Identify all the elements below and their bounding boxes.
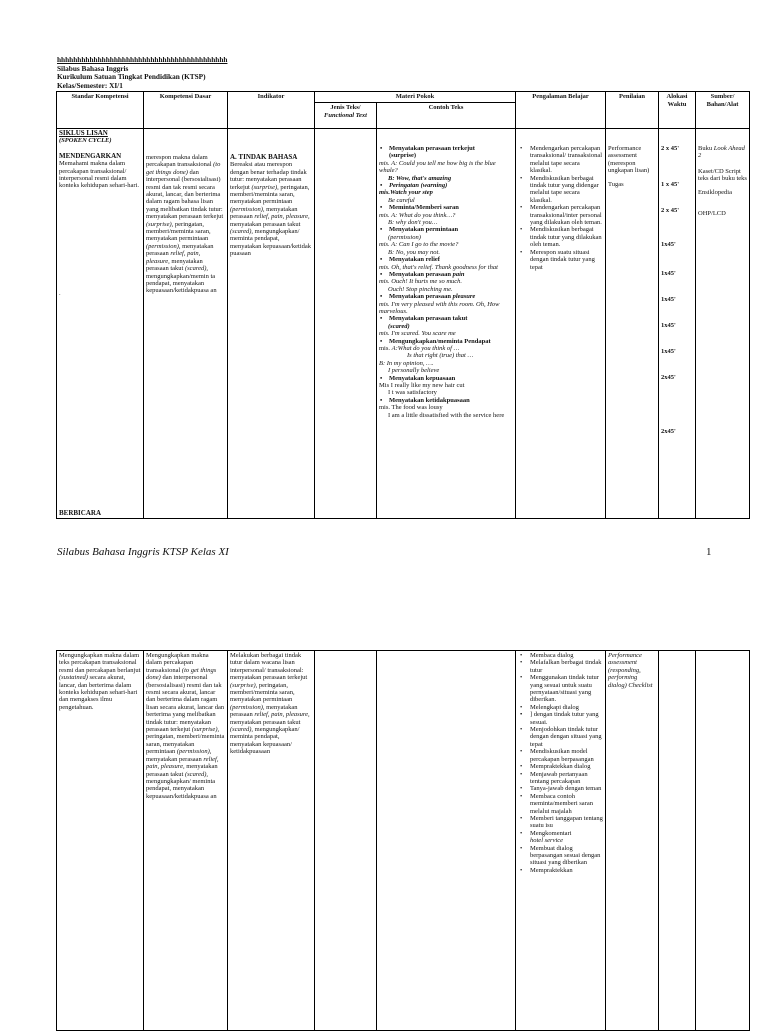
- sumber-part: Buku: [698, 145, 713, 152]
- contoh-heading: [379, 145, 513, 160]
- alokasi-item: 2x45': [661, 374, 676, 381]
- sumber-part: Look Ahead 2: [698, 145, 745, 160]
- contoh-heading-text: Menyatakan perasaan terkejut: [389, 145, 475, 152]
- list-item: • Membuat dialog berpasangan sesuai dengan situasi yang diberikan: [518, 845, 603, 867]
- col-indikator: Indikator: [228, 92, 315, 129]
- contoh-line: B: why don't you…: [388, 219, 438, 227]
- alokasi-item: 1x45': [661, 296, 676, 303]
- page-number: 1: [706, 546, 712, 558]
- cell-contoh: [377, 129, 516, 519]
- header-title: Silabus Bahasa Inggris: [57, 64, 129, 73]
- col-standar: Standar Kompetensi: [57, 92, 144, 129]
- kd-part: menyatakan perasaan takut: [146, 763, 218, 778]
- list-item: [518, 830, 603, 845]
- list-item: • ] dengan tindak tutur yang sesuai.: [518, 711, 603, 726]
- kd-part: (surprise),: [146, 220, 174, 228]
- kd-part: menyatakan perasaan takut: [146, 257, 203, 273]
- kd-part: menyatakan perasaan: [146, 755, 202, 763]
- kd-part: dan interpersonal (bersosialisasi) resmi dan tak resmi secara akurat, lancar, dan berterima dalam ragam bahasa lisan yang melibatkan tindak tutur: menyatakan perasaan terkejut: [146, 168, 224, 221]
- contoh-line: I am a little dissatisfied with the service here: [388, 411, 505, 419]
- contoh-heading-text: pleasure: [452, 293, 476, 301]
- list-item: • Menggunakan tindak tutur yang sesuai untuk suatu pernyataan/situasi yang diberikan.: [518, 674, 603, 704]
- kd-part: relief, pain, pleasure,: [146, 755, 219, 771]
- contoh-heading: • Mengungkapkan/meminta Pendapat: [379, 338, 513, 345]
- cell-indikator: [228, 129, 315, 519]
- contoh-line: Mis I really like my new hair cut: [379, 382, 465, 389]
- cell-penilaian-2: Performance assessment (responding, performing dialog) Checklist: [606, 651, 659, 1031]
- contoh-line: [379, 345, 513, 352]
- ind-part: (surprise),: [230, 681, 258, 689]
- kd-part: (scared),: [184, 265, 209, 273]
- alokasi-item: 1 x 45': [661, 181, 680, 188]
- col-pengalaman: Pengalaman Belajar: [516, 92, 606, 129]
- ind-part: (permission),: [230, 205, 265, 213]
- kd-part: mengungkapkan/memin ta pendapat, menyatakan kepuasaan/ketidakpuasa an: [146, 272, 217, 295]
- list-item: • Mendiskusikan model percakapan berpasangan: [518, 748, 603, 763]
- ind-part: Bereaksi atau merespon dengan benar terhadap tindak tutur: menyatakan perasaan terkejut: [230, 161, 307, 191]
- cell-pengalaman-2: [516, 651, 606, 1031]
- col-contoh: Contoh Teks: [377, 103, 516, 129]
- contoh-heading: • Menyatakan permintaan: [379, 226, 513, 233]
- list-item: • Merespon suatu situasi dengan tindak tutur yang tepat: [518, 249, 603, 271]
- kd-part: peringatan, memberi/meminta saran, menyatakan permintaan: [146, 220, 211, 243]
- pengalaman-list-2: [518, 652, 603, 874]
- alokasi-item: 1x45': [661, 270, 676, 277]
- contoh-line: mis. Ouch! It hurts me so much.: [379, 278, 463, 286]
- spoken-cycle: (SPOKEN CYCLE): [59, 137, 112, 145]
- col-penilaian: Penilaian: [606, 92, 659, 129]
- contoh-line: mis. A: Could you tell me how big is the blue whale?: [379, 159, 496, 175]
- contoh-heading-text: Menyatakan perasaan: [389, 293, 451, 301]
- kd-part: (to get things done): [146, 666, 217, 682]
- list-item: • Memberi tanggapan tentang suatu isu: [518, 815, 603, 830]
- kd-part: dan interpersonal (bersosialisasi) resmi dan tak resmi secara akurat, lancar dan berterima dalam ragam lisan secara akurat, lancar dan berterima yang melibatkan tindak tutur: menyatakan perasaan terkejut: [146, 674, 225, 734]
- col-sumber: Sumber/ Bahan/Alat: [696, 92, 750, 129]
- alokasi-item: 1x45': [661, 322, 676, 329]
- col-jenis-label: Jenis Teks/: [330, 104, 361, 111]
- ind-part: mengungkapkan/ meminta pendapat, menyatakan kepuasaan/ketidak puasaan: [230, 228, 312, 258]
- pengalaman-list: [518, 145, 603, 271]
- ind-part: peringatan, memberi/meminta saran, menyatakan permintaan: [230, 183, 310, 206]
- ind-part: (surprise),: [251, 183, 279, 191]
- ind-part: (scared),: [230, 228, 254, 236]
- alokasi-item: 2 x 45': [661, 207, 680, 214]
- penilaian-text: Performance assessment (merespon ungkapan lisan): [608, 145, 650, 175]
- contoh-line: mis. I'm very pleased with this room. Oh, How marvelous.: [379, 300, 500, 315]
- list-item: • Mendiskusikan berbagai tindak tutur yang didengar melalui tape secara klasikal.: [518, 175, 603, 205]
- alokasi-item: 2 x 45': [661, 145, 680, 152]
- cell-sumber: [696, 129, 750, 519]
- list-item: • Menjodohkan tindak tutur dengan dengan situasi yang tepat: [518, 726, 603, 748]
- sumber-item: [698, 145, 747, 160]
- contoh-heading: • Peringatan (warning): [379, 182, 513, 189]
- cell-kompetensi-2: [144, 651, 228, 1031]
- kd-part: relief, pain, pleasure,: [146, 250, 201, 265]
- cell-kompetensi: [144, 129, 228, 519]
- list-item: • Mendiskusikan berbagai tindak tutur yang dilakukan oleh teman.: [518, 226, 603, 248]
- contoh-line: mis. A: What do you think…?: [379, 211, 456, 219]
- contoh-heading: • Menyatakan ketidakpuasaan: [379, 397, 513, 404]
- list-item: • Membaca dialog: [518, 652, 603, 659]
- kd-part: (to get things done): [146, 161, 221, 176]
- kd-part: Mengungkapkan makna dalam percakapan transaksional: [146, 652, 209, 674]
- kd-part: (permission),: [146, 242, 181, 250]
- contoh-line: Ouch! Stop pinching me.: [388, 285, 453, 293]
- list-item: • Menjawab pertanyaan tentang percakapan: [518, 771, 603, 786]
- ind-part: menyatakan perasaan: [230, 205, 298, 221]
- siklus-lisan: SIKLUS LISAN: [59, 129, 108, 137]
- ind-part: Melakukan berbagai tindak tutur dalam wacana lisan interpersonal/ transaksional: menyatakan perasaan terkejut: [230, 652, 308, 682]
- kd-part: (permission),: [176, 748, 212, 756]
- contoh-heading: • Menyatakan kepuasaan: [379, 375, 513, 382]
- contoh-heading-text: Menyatakan perasaan: [389, 270, 451, 278]
- ind-part: relief, pain, pleasure,: [254, 213, 310, 221]
- sk-part: secara akurat, lancar, dan berterima dalam konteks kehidupan sehari-hari dan mengakses ilmu pengetahuan.: [59, 674, 138, 711]
- list-item-text: Mengkomentari: [530, 829, 572, 837]
- cell-contoh-2: [377, 651, 516, 1031]
- ind-part: relief, pain, pleasure,: [254, 711, 310, 719]
- list-item: • Mempraktekkan: [518, 867, 603, 874]
- contoh-line: mis. Oh, that's relief. Thank goodness for that: [379, 263, 498, 271]
- contoh-line: (scared): [388, 322, 410, 330]
- contoh-heading: [379, 271, 513, 278]
- mendengarkan-heading: MENDENGARKAN: [59, 151, 122, 160]
- contoh-line: B: In my opinion, ….: [379, 359, 434, 367]
- kd-part: menyatakan perasaan: [146, 242, 214, 258]
- col-functional-label: Functional Text: [324, 111, 367, 119]
- contoh-line: mis. I'm scared. You scare me: [379, 330, 456, 338]
- kd-text: [146, 154, 225, 295]
- cell-sumber-2: [696, 651, 750, 1031]
- sk-dot: .: [59, 289, 61, 297]
- sumber-item: Kaset/CD Script teks dari buku teks: [698, 167, 747, 183]
- contoh-line: B: Wow, that's amazing: [388, 174, 452, 182]
- col-materi: Materi Pokok: [315, 92, 516, 103]
- contoh-heading: • Meminta/Memberi saran: [379, 204, 513, 211]
- contoh-line: mis. A: Can I go to the movie?: [379, 241, 459, 249]
- contoh-line-part: A:What do you think of …: [391, 344, 460, 352]
- sumber-item: OHP/LCD: [698, 210, 726, 218]
- list-item: • Melengkapi dialog: [518, 704, 603, 711]
- header-class: Kelas/Semester: XI/1: [57, 81, 123, 90]
- kd-part: (surprise),: [191, 726, 220, 734]
- cell-alokasi-2: [659, 651, 696, 1031]
- cell-jenis: [315, 129, 377, 519]
- berbicara-heading: BERBICARA: [59, 508, 102, 517]
- col-alokasi: Alokasi Waktu: [659, 92, 696, 129]
- list-item: • Melafalkan berbagai tindak tutur: [518, 659, 603, 674]
- alokasi-item: 1x45': [661, 241, 676, 248]
- cell-indikator-2: [228, 651, 315, 1031]
- contoh-heading: [379, 293, 513, 300]
- alokasi-item: 2x45': [661, 428, 676, 435]
- contoh-line: B: No, you may not.: [388, 248, 440, 256]
- penilaian-text: Tugas: [608, 180, 624, 188]
- list-item: • Mendengarkan percakapan transaksional/inter personal yang dilakukan oleh teman.: [518, 204, 603, 226]
- ind-part: menyatakan perasaan: [230, 703, 298, 719]
- contoh-line: I t was satisfactory: [388, 389, 437, 397]
- footer-title: Silabus Bahasa Inggris KTSP Kelas XI: [57, 546, 229, 558]
- sk-part: Mengungkapkan makna dalam teks percakapan transaksional resmi dan percakapan berlanjut: [59, 652, 141, 674]
- ind-part: peringatan, memberi/meminta saran, menyatakan permintaan: [230, 681, 295, 704]
- header-curriculum: Kurikulum Satuan Tingkat Pendidikan (KTSP): [57, 72, 206, 81]
- contoh-line: I personally believe: [388, 367, 440, 375]
- sumber-item: Ensiklopedia: [698, 188, 732, 196]
- contoh-heading: • Menyatakan relief: [379, 256, 513, 263]
- col-jenis: [315, 103, 377, 129]
- list-item-text: hotel service: [530, 837, 564, 845]
- sk-text: Memahami makna dalam percakapan transaksional/ interpersonal resmi dalam konteks kehidupan sehari-hari.: [59, 160, 139, 190]
- kd-part: mengungkapkan/ meminta pendapat, menyatakan kepuasaan/ketidakpuasa an: [146, 777, 217, 800]
- contoh-heading-text: pain: [452, 270, 465, 278]
- list-item: • Tanya-jawab dengan teman: [518, 785, 603, 792]
- syllabus-table-page2: [56, 650, 750, 1031]
- contoh-line: mis.Watch your step: [379, 189, 433, 197]
- kd-part: (scared),: [184, 770, 209, 778]
- list-item: • Mempraktekkan dialog: [518, 763, 603, 770]
- list-item: • Membaca contoh meminta/memberi saran melalui majalah: [518, 793, 603, 815]
- ind-part: mengungkapkan/ meminta pendapat, menyatakan kepuasaan/ ketidakpuasaan: [230, 726, 300, 756]
- col-kompetensi: Kompetensi Dasar: [144, 92, 228, 129]
- header-garble: hhhhhhhhhhhhhhhhhhhhhhhhhhhhhhhhhhhhhhhhhh: [57, 55, 228, 64]
- ind-part: (scared),: [230, 726, 254, 734]
- cell-standar: [57, 129, 144, 519]
- contoh-heading: • Menyatakan perasaan takut: [379, 315, 513, 322]
- contoh-line: Is that right (true) that …: [407, 352, 474, 360]
- cell-jenis-2: [315, 651, 377, 1031]
- alokasi-item: 1x45': [661, 348, 676, 355]
- kd-part: peringatan, memberi/meminta saran, menyatakan permintaan: [146, 733, 225, 756]
- cell-standar-2: [57, 651, 144, 1031]
- contoh-line: Be careful: [388, 196, 415, 204]
- contoh-line: (permission): [388, 233, 421, 241]
- contoh-line: mis. The food was lousy: [379, 404, 443, 412]
- sk-part: (sustained): [59, 674, 88, 682]
- contoh-heading-text: (surprise): [389, 152, 417, 160]
- cell-pengalaman: [516, 129, 606, 519]
- cell-alokasi: [659, 129, 696, 519]
- ind-part: menyatakan perasaan takut: [230, 718, 301, 726]
- syllabus-table-page1: [56, 91, 750, 519]
- cell-penilaian: [606, 129, 659, 519]
- list-item: • Mendengarkan percakapan transaksional/ transaksional melalui tape secara klasikal.: [518, 145, 603, 175]
- contoh-line-part: mis.: [379, 344, 391, 352]
- kd-part: merespon makna dalam percakapan transaksional: [146, 154, 212, 169]
- ind-part: (permission),: [230, 703, 265, 711]
- ind-part: menyatakan perasaan takut: [230, 220, 301, 228]
- ind-text: [230, 161, 312, 257]
- ind-title: A. TINDAK BAHASA: [230, 153, 298, 161]
